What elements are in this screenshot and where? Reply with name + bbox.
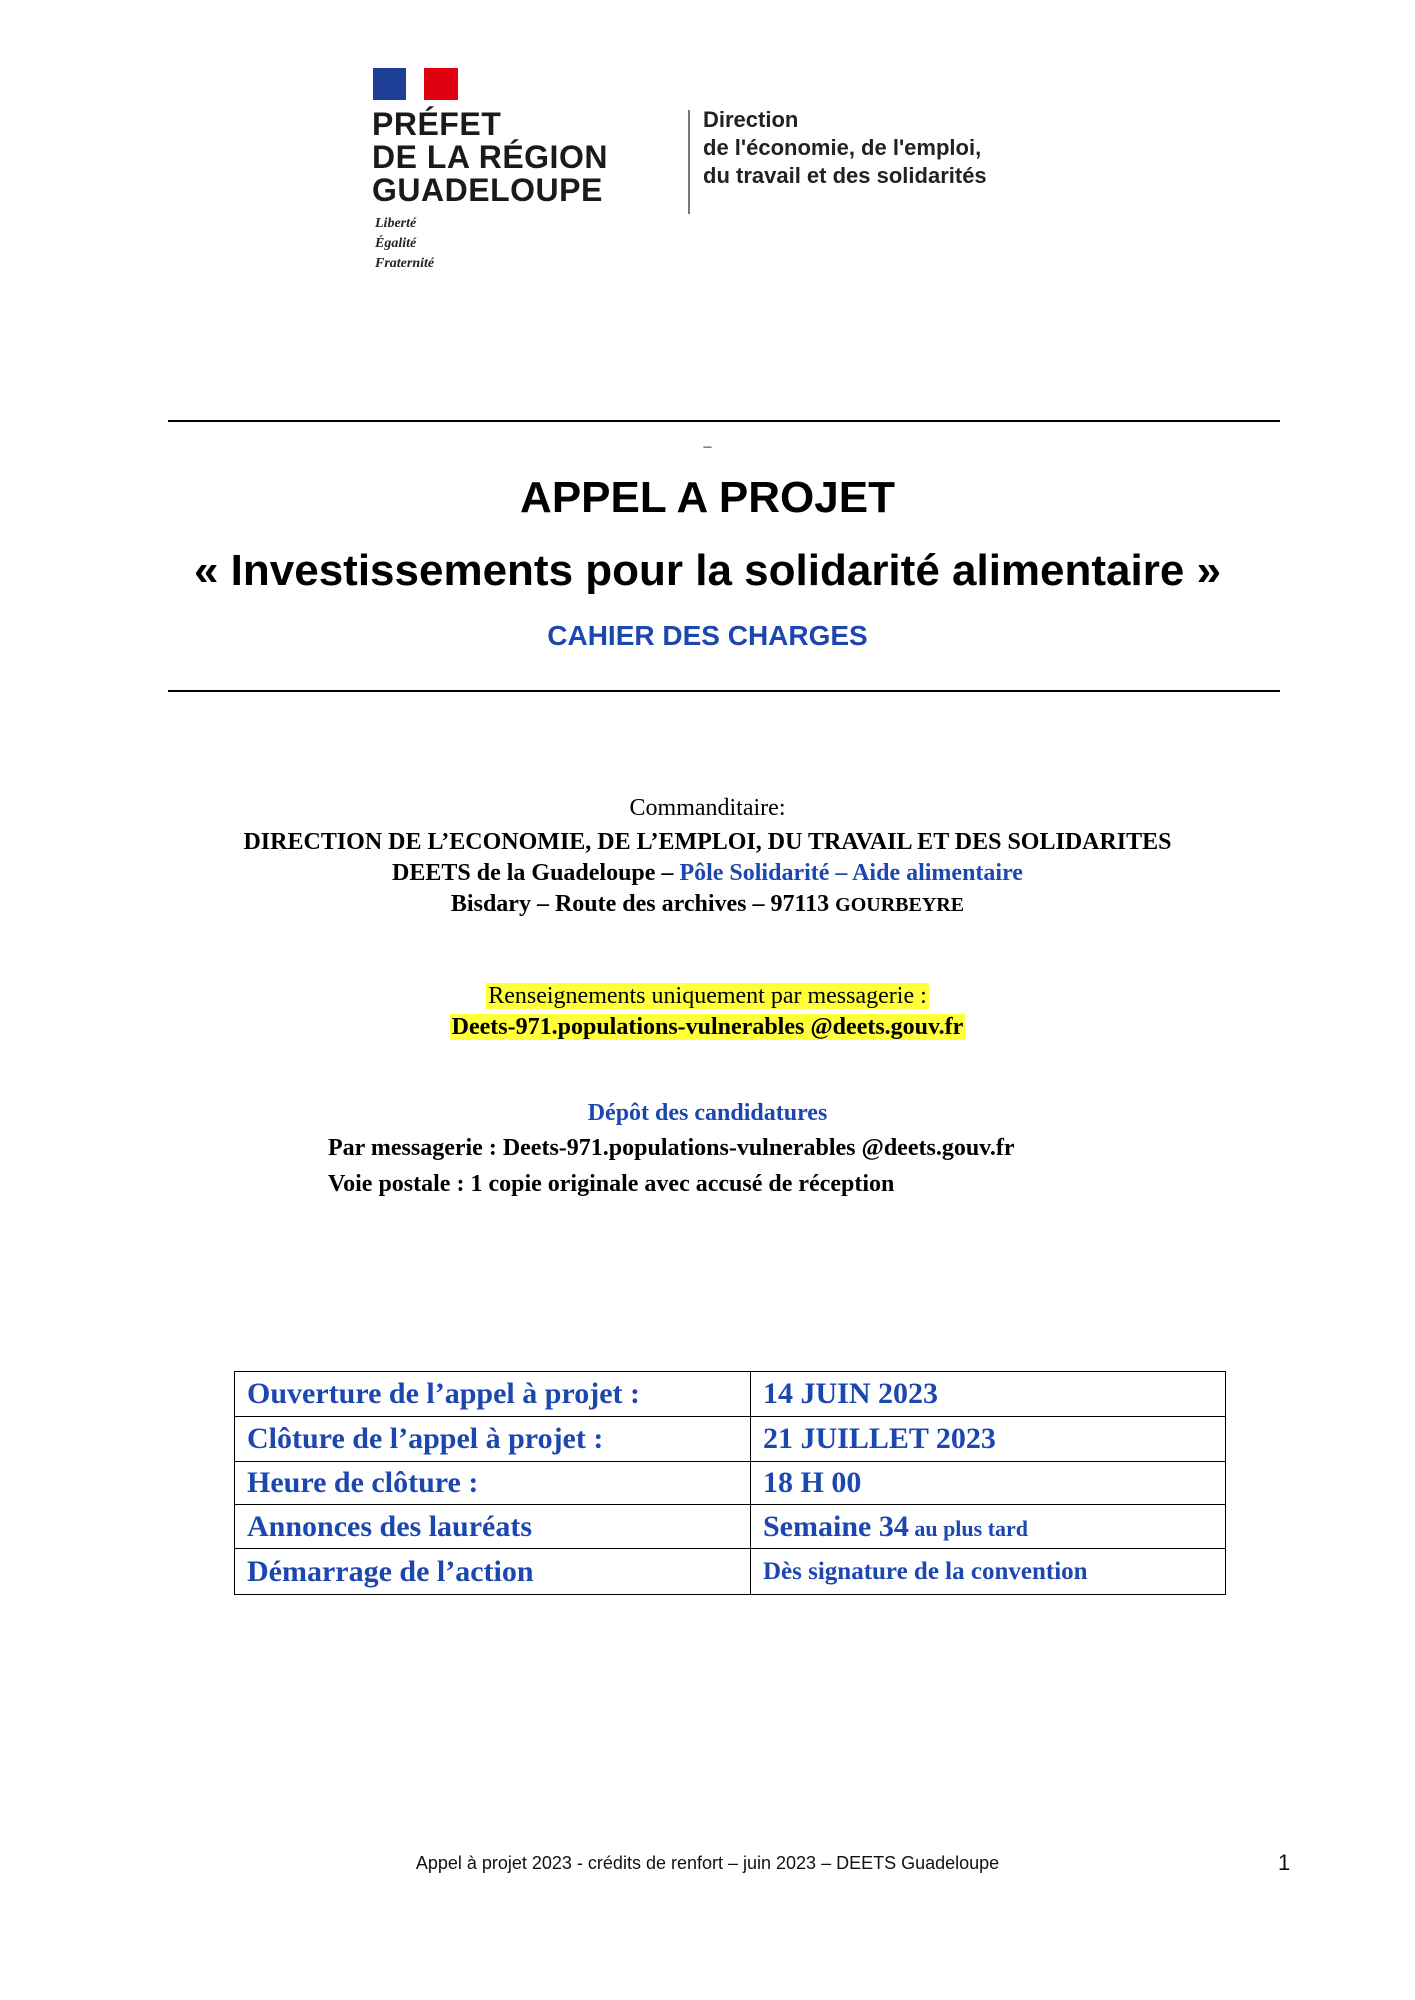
sponsor-label: Commanditaire: bbox=[629, 795, 786, 821]
schedule-label: Démarrage de l’action bbox=[235, 1549, 751, 1595]
republic-motto: Liberté Égalité Fraternité bbox=[375, 216, 435, 271]
info-email-line bbox=[0, 1014, 1415, 1041]
schedule-value-cell bbox=[751, 1505, 1226, 1549]
address-street: Bisdary – Route des archives – 97113 bbox=[450, 891, 836, 917]
deets-prefix: DEETS de la Guadeloupe – bbox=[392, 860, 680, 886]
table-row bbox=[235, 1462, 1226, 1505]
sponsor-address bbox=[0, 891, 1415, 918]
schedule-value: 14 JUIN 2023 bbox=[751, 1372, 1226, 1417]
schedule-value: Semaine 34 bbox=[763, 1509, 909, 1543]
info-email[interactable]: Deets-971.populations-vulnerables @deets.gouv.fr bbox=[451, 1014, 964, 1040]
rule-dash: – bbox=[703, 438, 712, 455]
page-title: APPEL A PROJET bbox=[520, 473, 895, 522]
top-rule bbox=[168, 420, 1280, 422]
schedule-suffix: au plus tard bbox=[908, 1515, 1029, 1541]
table-row bbox=[235, 1372, 1226, 1417]
schedule-label: Heure de clôture : bbox=[235, 1462, 751, 1505]
pole-solidarite: Pôle Solidarité – Aide alimentaire bbox=[679, 860, 1023, 886]
schedule-value: 18 H 00 bbox=[751, 1462, 1226, 1505]
page-footer: Appel à projet 2023 - crédits de renfort – juin 2023 – DEETS Guadeloupe bbox=[415, 1853, 1000, 1873]
prefet-logo-text: PRÉFET DE LA RÉGION GUADELOUPE bbox=[372, 106, 608, 208]
doc-type-heading: CAHIER DES CHARGES bbox=[547, 620, 868, 651]
sponsor-org: DIRECTION DE L’ECONOMIE, DE L’EMPLOI, DU TRAVAIL ET DES SOLIDARITES bbox=[243, 829, 1172, 855]
table-row bbox=[235, 1549, 1226, 1595]
bottom-rule bbox=[168, 690, 1280, 692]
schedule-suffix: Dès signature de la convention bbox=[763, 1558, 1088, 1585]
schedule-table bbox=[234, 1371, 1226, 1595]
sponsor-deets bbox=[0, 860, 1415, 887]
schedule-label: Ouverture de l’appel à projet : bbox=[235, 1372, 751, 1417]
logo-divider bbox=[688, 110, 690, 214]
republic-flag-logo bbox=[373, 68, 458, 100]
info-label: Renseignements uniquement par messagerie : bbox=[488, 983, 927, 1009]
submission-email: Par messagerie : Deets-971.populations-vulnerables @deets.gouv.fr bbox=[328, 1135, 1015, 1161]
schedule-value-cell bbox=[751, 1549, 1226, 1595]
submission-heading: Dépôt des candidatures bbox=[587, 1100, 828, 1126]
address-city: GOURBEYRE bbox=[835, 894, 965, 916]
schedule-label: Clôture de l’appel à projet : bbox=[235, 1417, 751, 1462]
table-row bbox=[235, 1505, 1226, 1549]
direction-logo-text: Direction de l'économie, de l'emploi, du travail et des solidarités bbox=[703, 107, 987, 188]
page-number: 1 bbox=[1278, 1850, 1291, 1875]
page-subtitle: « Investissements pour la solidarité alimentaire » bbox=[193, 546, 1222, 595]
submission-postal: Voie postale : 1 copie originale avec accusé de réception bbox=[328, 1171, 895, 1197]
info-label-line bbox=[0, 983, 1415, 1010]
schedule-label: Annonces des lauréats bbox=[235, 1505, 751, 1549]
table-row bbox=[235, 1417, 1226, 1462]
schedule-value: 21 JUILLET 2023 bbox=[751, 1417, 1226, 1462]
